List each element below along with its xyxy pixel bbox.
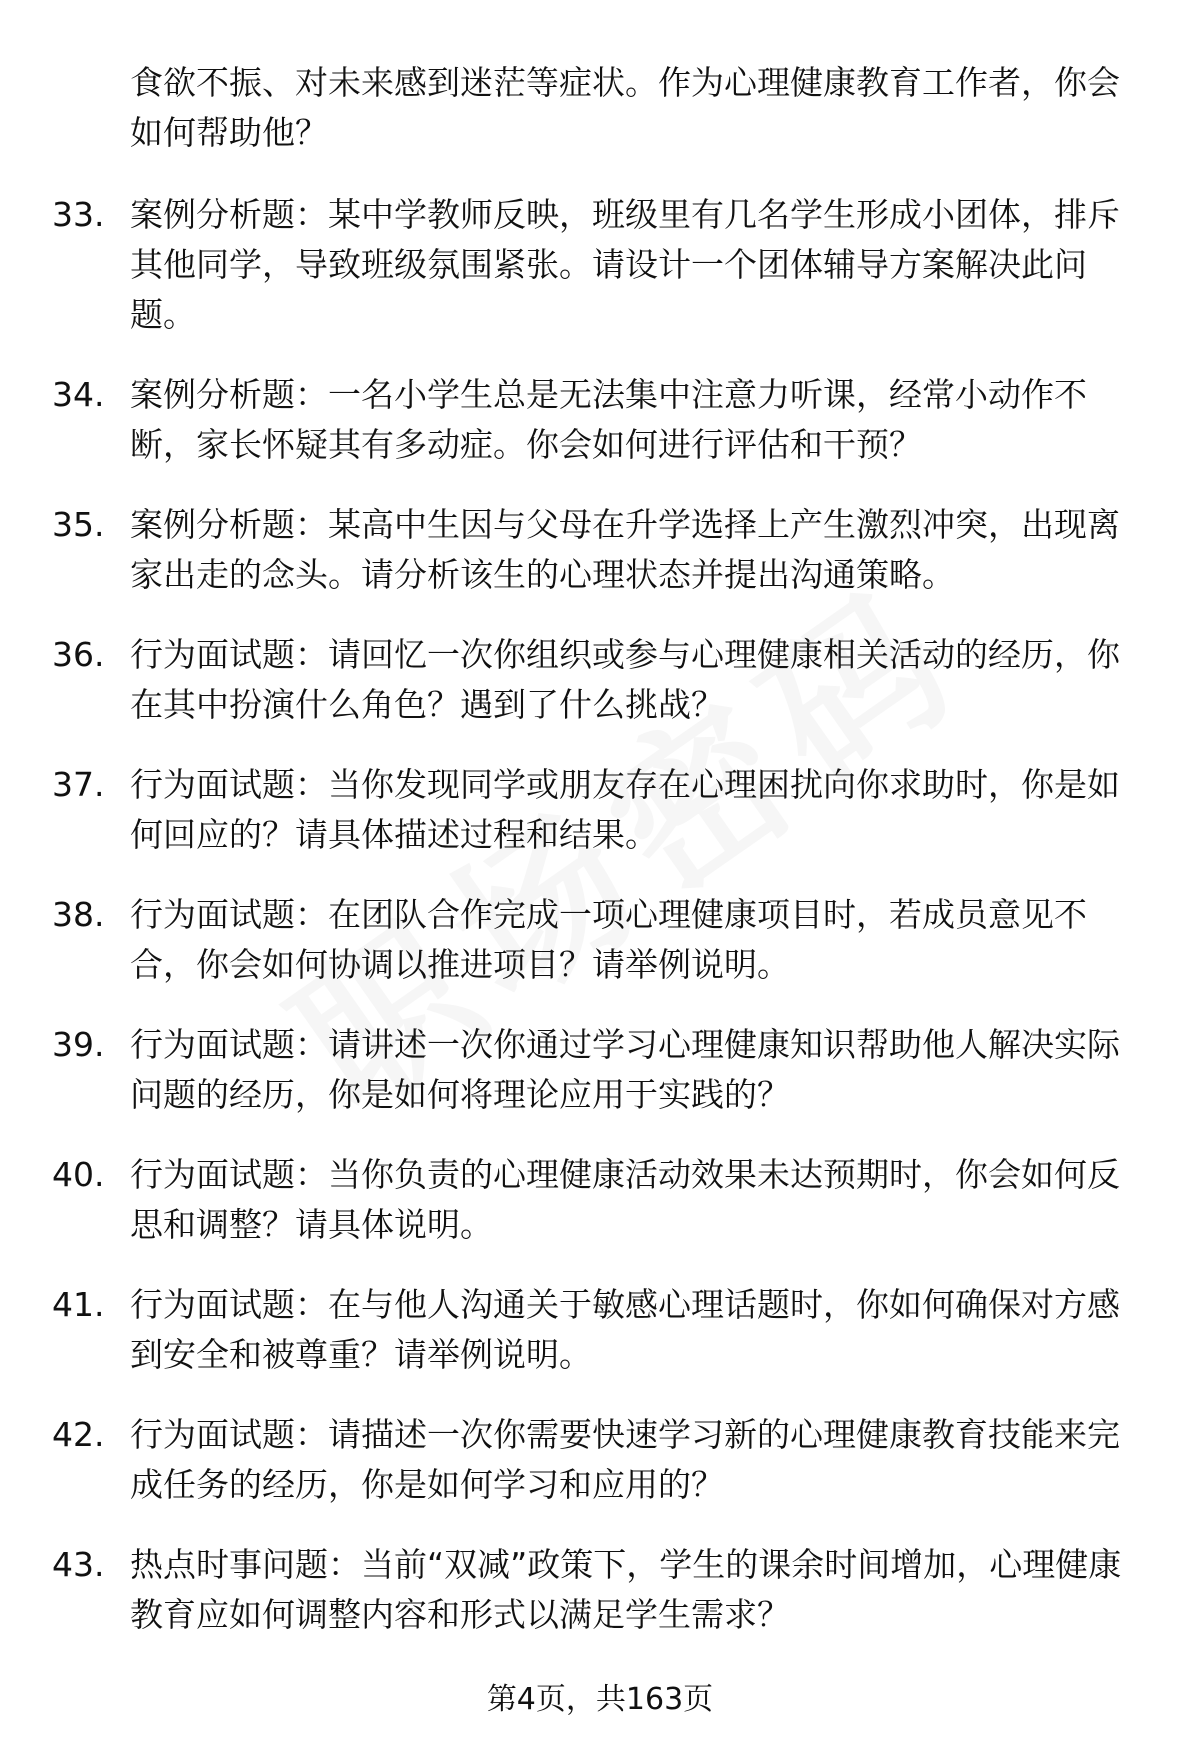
question-text: 行为面试题：请讲述一次你通过学习心理健康知识帮助他人解决实际问题的经历，你是如何将理论应用于实践的？ bbox=[130, 1025, 1120, 1114]
question-number: 36. bbox=[52, 635, 105, 674]
question-text: 热点时事问题：当前“双减”政策下，学生的课余时间增加，心理健康教育应如何调整内容和形式以满足学生需求？ bbox=[130, 1545, 1122, 1634]
question-item bbox=[52, 760, 1152, 860]
question-number: 38. bbox=[52, 895, 105, 934]
question-item bbox=[52, 1540, 1152, 1640]
question-text: 行为面试题：在团队合作完成一项心理健康项目时，若成员意见不合，你会如何协调以推进项目？请举例说明。 bbox=[130, 895, 1087, 984]
question-number: 39. bbox=[52, 1025, 105, 1064]
question-text: 行为面试题：请描述一次你需要快速学习新的心理健康教育技能来完成任务的经历，你是如何学习和应用的？ bbox=[130, 1415, 1120, 1504]
question-number: 40. bbox=[52, 1155, 105, 1194]
question-item bbox=[52, 1280, 1152, 1380]
question-number: 42. bbox=[52, 1415, 105, 1454]
question-item bbox=[52, 630, 1152, 730]
question-text: 行为面试题：请回忆一次你组织或参与心理健康相关活动的经历，你在其中扮演什么角色？遇到了什么挑战？ bbox=[130, 635, 1120, 724]
question-list bbox=[52, 58, 1152, 1670]
page-footer: 第4页，共163页 bbox=[486, 1682, 714, 1717]
question-item bbox=[52, 370, 1152, 470]
question-text: 案例分析题：一名小学生总是无法集中注意力听课，经常小动作不断，家长怀疑其有多动症。你会如何进行评估和干预？ bbox=[130, 375, 1087, 464]
question-text: 行为面试题：当你发现同学或朋友存在心理困扰向你求助时，你是如何回应的？请具体描述过程和结果。 bbox=[130, 765, 1120, 854]
question-item bbox=[52, 190, 1152, 340]
question-item bbox=[52, 1410, 1152, 1510]
question-number: 43. bbox=[52, 1545, 105, 1584]
question-number: 37. bbox=[52, 765, 105, 804]
intro-text: 食欲不振、对未来感到迷茫等症状。作为心理健康教育工作者，你会如何帮助他？ bbox=[130, 63, 1120, 152]
question-item bbox=[52, 890, 1152, 990]
question-number: 33. bbox=[52, 195, 105, 234]
question-text: 行为面试题：当你负责的心理健康活动效果未达预期时，你会如何反思和调整？请具体说明。 bbox=[130, 1155, 1120, 1244]
question-item bbox=[52, 500, 1152, 600]
question-number: 41. bbox=[52, 1285, 105, 1324]
question-item bbox=[52, 1020, 1152, 1120]
question-item bbox=[52, 1150, 1152, 1250]
question-text: 案例分析题：某中学教师反映，班级里有几名学生形成小团体，排斥其他同学，导致班级氛围紧张。请设计一个团体辅导方案解决此问题。 bbox=[130, 195, 1120, 334]
question-number: 35. bbox=[52, 505, 105, 544]
question-text: 行为面试题：在与他人沟通关于敏感心理话题时，你如何确保对方感到安全和被尊重？请举例说明。 bbox=[130, 1285, 1120, 1374]
question-text: 案例分析题：某高中生因与父母在升学选择上产生激烈冲突，出现离家出走的念头。请分析该生的心理状态并提出沟通策略。 bbox=[130, 505, 1120, 594]
question-number: 34. bbox=[52, 375, 105, 414]
